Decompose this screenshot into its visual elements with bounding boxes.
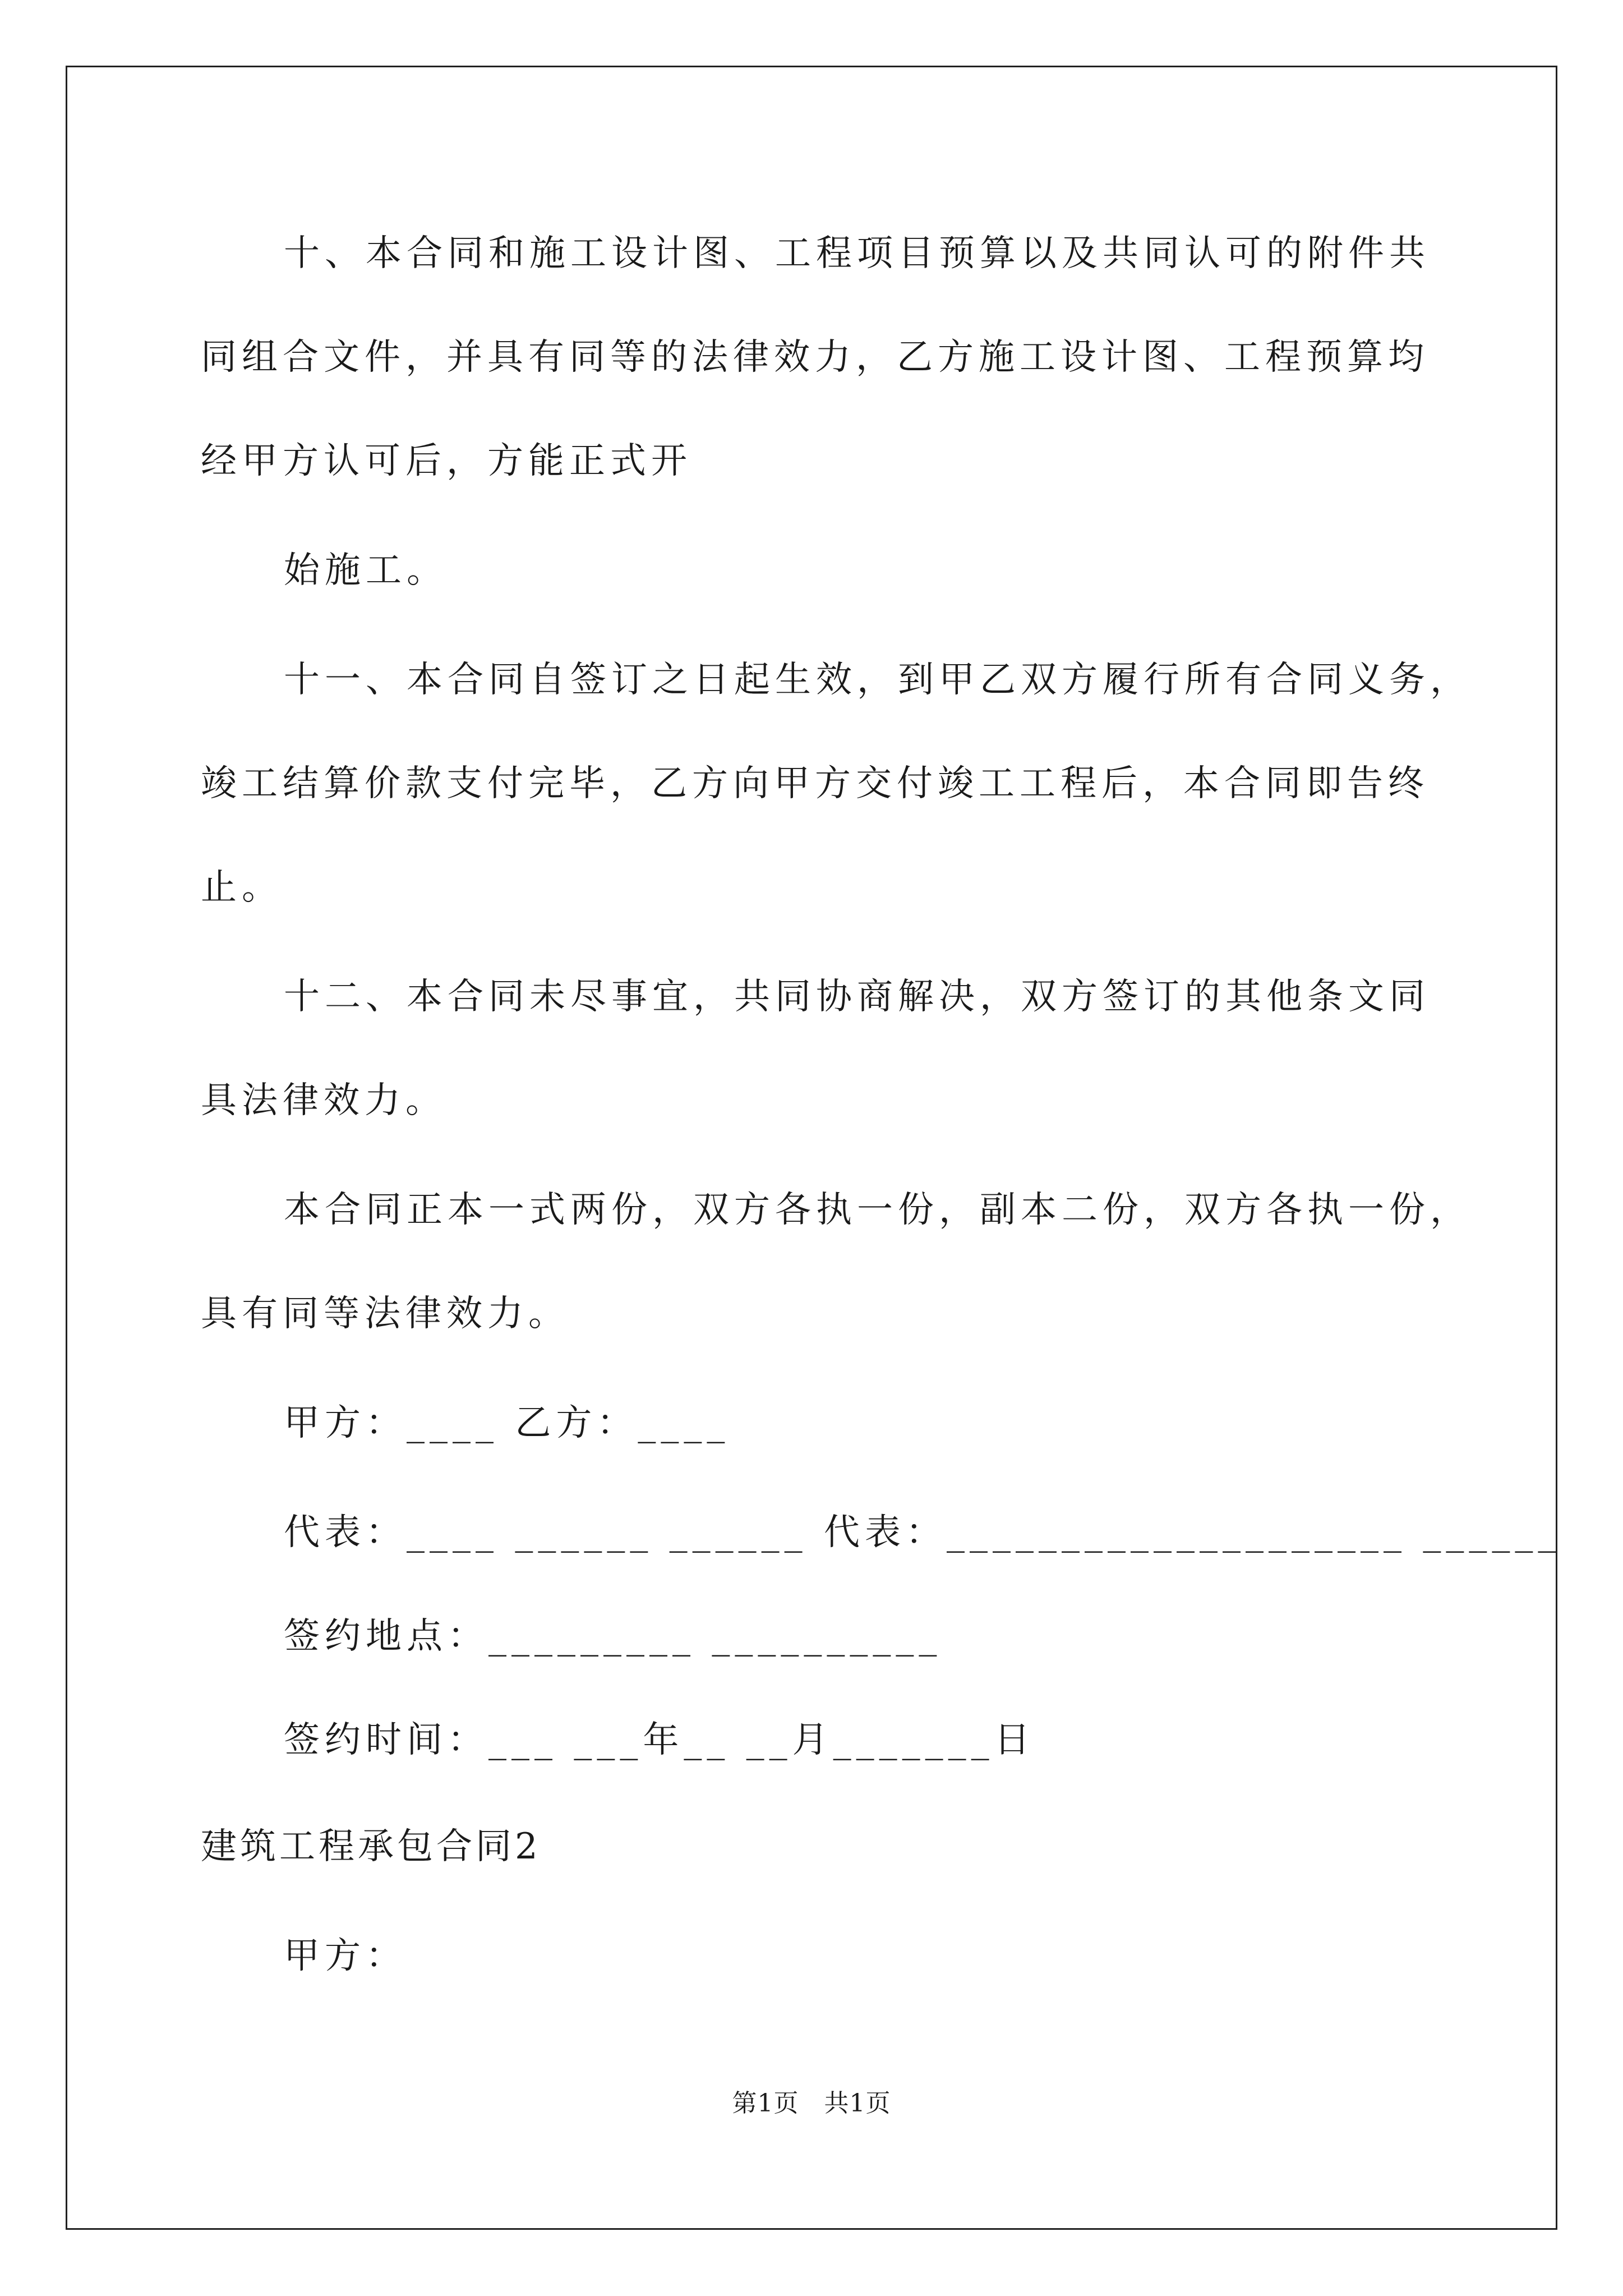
- contract-2-title: 建筑工程承包合同2: [201, 1826, 541, 1867]
- clause-11-line-3: 止。: [201, 867, 283, 908]
- page-border: [66, 66, 1557, 2230]
- clause-10-line-3: 经甲方认可后，方能正式开: [201, 440, 692, 482]
- page-footer: 第1页 共1页: [732, 2089, 891, 2118]
- signing-date-line: 签约时间：___ ___年__ __月_______日: [284, 1719, 1035, 1761]
- copies-clause-line-2: 具有同等法律效力。: [201, 1293, 569, 1335]
- party-signature-line: 甲方：____ 乙方：____: [284, 1402, 730, 1444]
- clause-12-line-2: 具法律效力。: [201, 1080, 446, 1121]
- clause-11-line-1: 十一、本合同自签订之日起生效，到甲乙双方履行所有合同义务，: [284, 659, 1471, 701]
- representative-signature-line: 代表：____ ______ ______ 代表：____________________ ______: [284, 1512, 1561, 1553]
- clause-11-line-2: 竣工结算价款支付完毕，乙方向甲方交付竣工工程后，本合同即告终: [201, 763, 1429, 804]
- signing-place-line: 签约地点：_________ __________: [284, 1616, 942, 1657]
- copies-clause-line-1: 本合同正本一式两份，双方各执一份，副本二份，双方各执一份，: [284, 1189, 1471, 1231]
- clause-12-line-1: 十二、本合同未尽事宜，共同协商解决，双方签订的其他条文同: [284, 976, 1430, 1018]
- clause-10-line-2: 同组合文件，并具有同等的法律效力，乙方施工设计图、工程预算均: [201, 337, 1429, 378]
- clause-10-line-4: 始施工。: [284, 550, 448, 591]
- party-a-label: 甲方：: [284, 1935, 407, 1977]
- clause-10-line-1: 十、本合同和施工设计图、工程项目预算以及共同认可的附件共: [284, 233, 1430, 274]
